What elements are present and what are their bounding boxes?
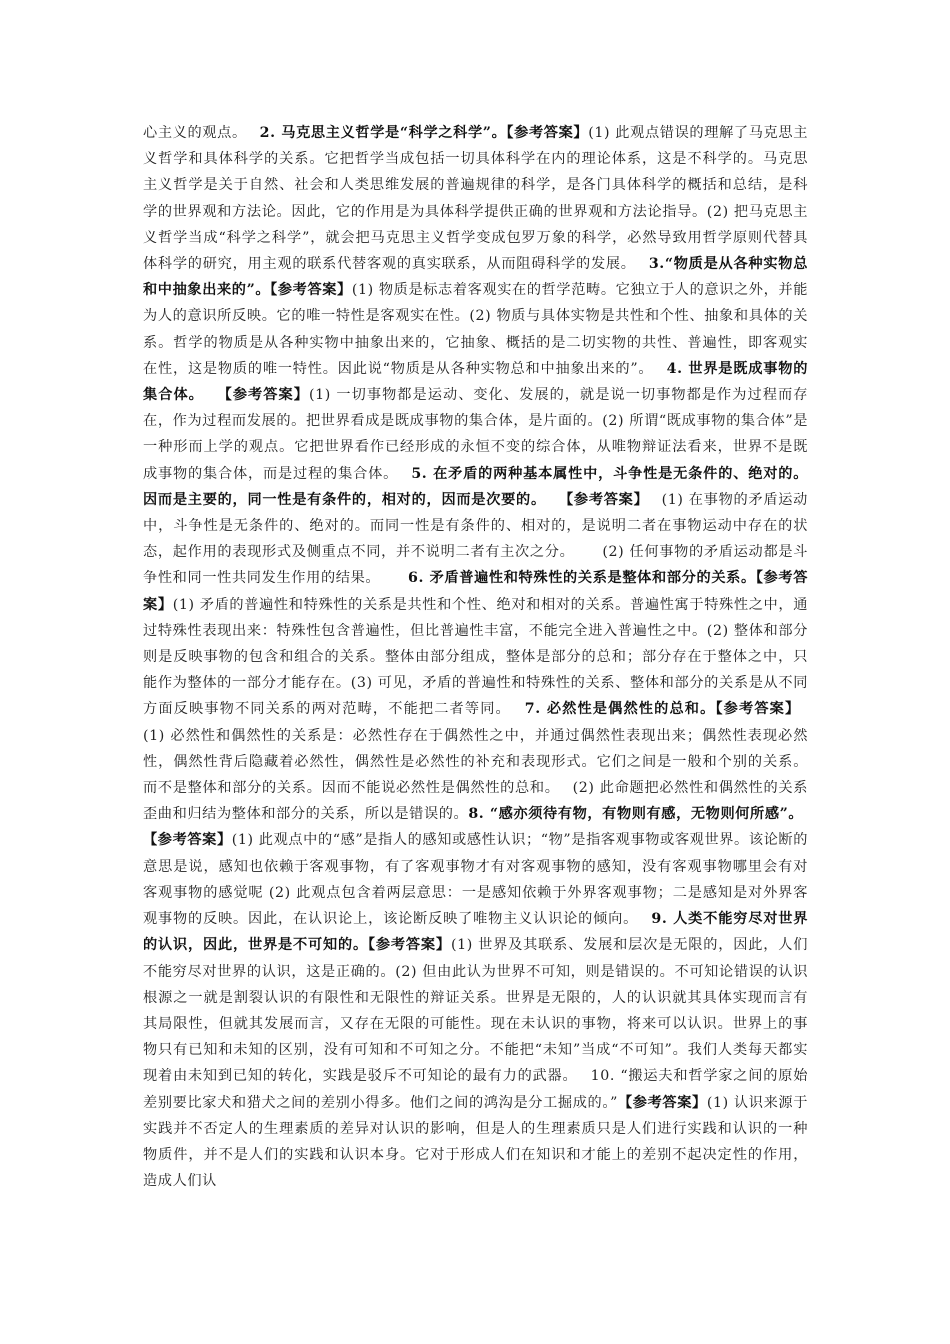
answer-text: (1) 物质是标志着客观实在的哲学范畴。它独立于人的意识之外，并能为人的意识所反映。它的唯一特性是客观实在性。(2) 物质与具体实物是共性和个性、抽象和具体的关系。哲学的物质是从各种实物中抽象出来的，它抽象、概括的是二切实物的共性、普遍性，即客观实在性，这是物质的唯一特性。因此说“物质是从各种实物总和中抽象出来的”。 (143, 282, 808, 377)
body-text: 心主义的观点。 (143, 125, 260, 141)
question-heading: 2. 马克思主义哲学是“科学之科学”。 (259, 125, 507, 141)
spacer-text (539, 492, 559, 508)
answer-tag: 【参考答案】 (217, 387, 309, 404)
answer-tag: 【参考答案】 (558, 491, 642, 508)
question-heading: 3.“物质是从各种实物总和中抽象出来的”。 (143, 256, 808, 299)
answer-paragraph (143, 120, 808, 1194)
question-heading: 7. 必然性是偶然性的总和。 (524, 701, 716, 718)
document-page (143, 120, 808, 1194)
answer-text: (1) 此观点中的“感”是指人的感知或感性认识；“物”是指客观事物或客观世界。该论断的意思是说，感知也依赖于客观事物，有了客观事物才有对客观事物的感知，没有客观事物哪里会有对客观事物的感觉呢 (2) 此观点包含着两层意思：一是感知依赖于外界客观事物；二是感知是对外界客观事物的反映。因此，在认识论上，该论断反映了唯物主义认识论的倾向。 (143, 832, 808, 928)
answer-text: (1) 必然性和偶然性的关系是：必然性存在于偶然性之中，并通过偶然性表现出来；偶然性表现必然性，偶然性背后隐藏着必然性，偶然性是必然性的补充和表现形式。它们之间是一般和个别的关系。而不是整体和部分的关系。因而不能说必然性是偶然性的总和。 (2) 此命题把必然性和偶然性的关系歪曲和归结为整体和部分的关系，所以是错误的。 (143, 701, 808, 823)
spacer-text (197, 387, 218, 403)
answer-text: (1) 认识来源于实践并不否定人的生理素质的差异对认识的影响，但是人的生理素质只是人们进行实践和认识的一种物质件，并不是人们的实践和认识本身。它对于形成人们在知识和才能上的差别不起决定性的作用，造成人们认 (143, 1094, 808, 1190)
answer-tag: 【参考答案】 (143, 832, 232, 849)
answer-tag: 【参考答案】 (715, 701, 794, 718)
answer-text: (1) 此观点错误的理解了马克思主义哲学和具体科学的关系。它把哲学当成包括一切具体科学在内的理论体系，这是不科学的。马克思主义哲学是关于自然、社会和人类思维发展的普遍规律的科学，是各门具体科学的概括和总结，是科学的世界观和方法论。因此，它的作用是为具体科学提供正确的世界观和方法论指导。(2) 把马克思主义哲学当成“科学之科学”，就会把马克思主义哲学变成包罗万象的科学，必然导致用哲学原则代替具体科学的研究，用主观的联系代替客观的真实联系，从而阻碍科学的发展。 (143, 125, 808, 273)
answer-tag: 【参考答案】 (270, 282, 352, 299)
answer-text: (1) 在事物的矛盾运动中，斗争性是无条件的、绝对的。而同一性是有条件的、相对的，是说明二者在事物运动中存在的状态，起作用的表现形式及侧重点不同，并不说明二者有主次之分。 (2) 任何事物的矛盾运动都是斗争性和同一性共同发生作用的结果。 (143, 491, 808, 587)
answer-tag: 【参考答案】 (617, 1094, 707, 1111)
answer-text: (1) 一切事物都是运动、变化、发展的，就是说一切事物都是作为过程而存在，作为过程而发展的。把世界看成是既成事物的集合体，是片面的。(2) 所谓“既成事物的集合体”是一种形而上学的观点。它把世界看作已经形成的永恒不变的综合体，从唯物辩证法看来，世界不是既成事物的集合体，而是过程的集合体。 (143, 387, 808, 482)
question-heading: 9. 人类不能穷尽对世界的认识，因此，世界是不可知的。 (143, 911, 809, 954)
spacer-text (796, 806, 811, 822)
question-heading: 8. “感亦须待有物，有物则有感，无物则何所感”。 (468, 806, 797, 823)
answer-tag: 【参考答案】 (368, 937, 451, 954)
answer-text: (1) 世界及其联系、发展和层次是无限的，因此，人们不能穷尽对世界的认识，这是正确的。(2) 但由此认为世界不可知，则是错误的。不可知论错误的认识根源之一就是割裂认识的有限性和无限性的辩证关系。世界是无限的，人的认识就其具体实现而言有其局限性，但就其发展而言，又存在无限的可能性。现在未认识的事物，将来可以认识。世界上的事物只有已知和未知的区别，没有可知和不可知之分。不能把“未知”当成“不可知”。我们人类每天都实现着由未知到已知的转化，实践是驳斥不可知论的最有力的武器。 10. “搬运夫和哲学家之间的原始差别要比家犬和猎犬之间的差别小得多。他们之间的鸿沟是分工掘成的。” (143, 937, 808, 1111)
question-heading: 5. 在矛盾的两种基本属性中，斗争性是无条件的、绝对的。因而是主要的，同一性是有条件的，相对的，因而是次要的。 (143, 465, 809, 508)
answer-tag: 【参考答案】 (506, 125, 589, 141)
answer-text: (1) 矛盾的普遍性和特殊性的关系是共性和个性、绝对和相对的关系。普遍性寓于特殊性之中，通过特殊性表现出来：特殊性包含普遍性，但比普遍性丰富，不能完全进入普遍性之中。(2) 整体和部分则是反映事物的包含和组合的关系。整体由部分组成，整体是部分的总和；部分存在于整体之中，只能作为整体的一部分才能存在。(3) 可见，矛盾的普遍性和特殊性的关系、整体和部分的关系是从不同方面反映事物不同关系的两对范畴，不能把二者等同。 (143, 596, 809, 718)
question-heading: 6. 矛盾普遍性和特殊性的关系是整体和部分的关系。 (407, 570, 756, 587)
question-heading: 4. 世界是既成事物的集合体。 (143, 360, 808, 404)
answer-tag: 【参考答案】 (143, 570, 808, 613)
